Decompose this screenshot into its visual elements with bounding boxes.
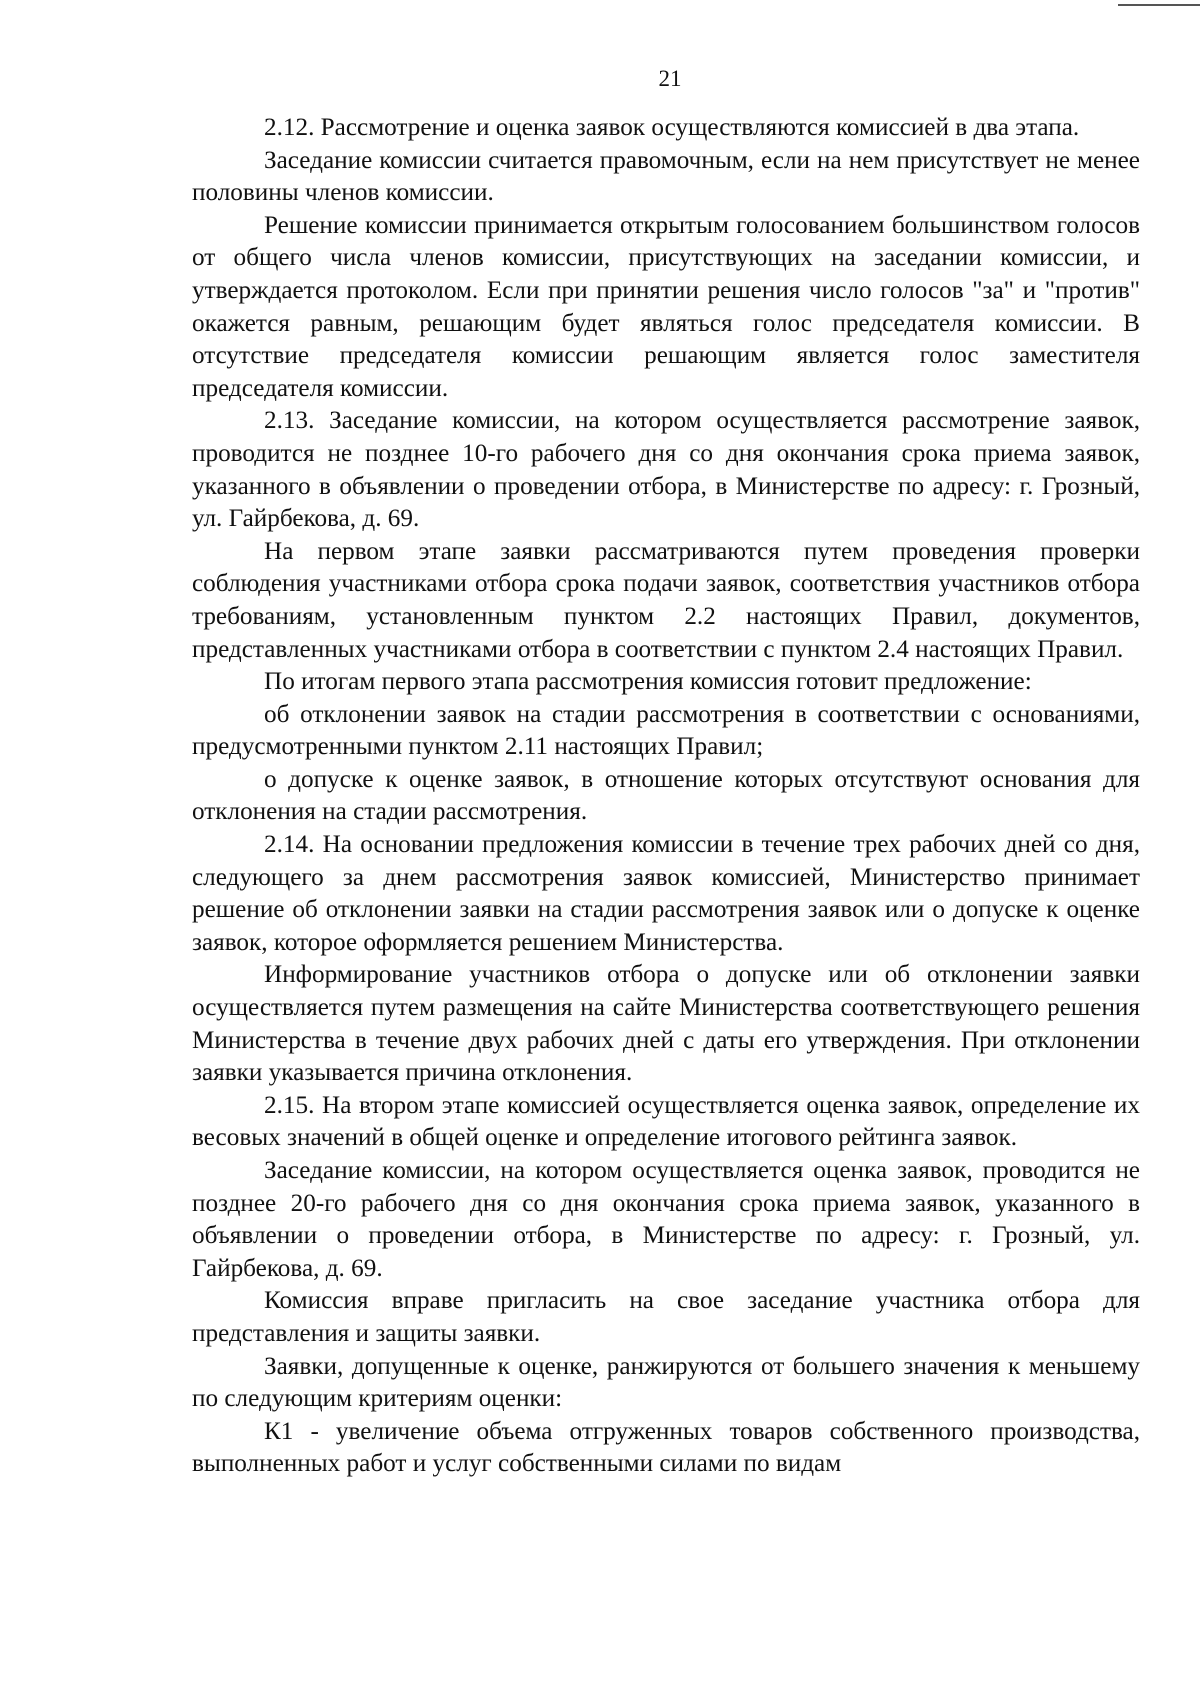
scan-edge-line xyxy=(1118,4,1200,6)
paragraph-voting: Решение комиссии принимается открытым голосованием большинством голосов от общего числа членов комиссии, присутствующих на заседании комиссии, и утверждается протоколом. Если при принятии решения число голосов "за" и "против" окажется равным, решающим будет являться голос председателя комиссии. В отсутствие председателя комиссии решающим является голос заместителя председателя комиссии. xyxy=(192,211,1140,402)
paragraph-invitation: Комиссия вправе пригласить на свое заседание участника отбора для представления и защиты заявки. xyxy=(192,1287,1140,1347)
paragraph-2-13: 2.13. Заседание комиссии, на котором осуществляется рассмотрение заявок, проводится не позднее 10-го рабочего дня со дня окончания срока приема заявок, указанного в объявлении о проведении отбора, в Министерстве по адресу: г. Грозный, ул. Гайрбекова, д. 69. xyxy=(192,407,1140,533)
page-number: 21 xyxy=(658,66,682,91)
paragraph-first-stage-results: По итогам первого этапа рассмотрения комиссия готовит предложение: xyxy=(264,668,1032,696)
paragraph-quorum: Заседание комиссии считается правомочным, если на нем присутствует не менее половины членов комиссии. xyxy=(192,146,1140,207)
paragraph-informing: Информирование участников отбора о допуске или об отклонении заявки осуществляется путем размещения на сайте Министерства соответствующего решения Министерства в течение двух рабочих дней с даты его утверждения. При отклонении заявки указывается причина отклонения. xyxy=(192,961,1140,1087)
paragraph-rejection-item: об отклонении заявок на стадии рассмотрения в соответствии с основаниями, предусмотренными пунктом 2.11 настоящих Правил; xyxy=(192,700,1140,761)
paragraph-first-stage: На первом этапе заявки рассматриваются путем проведения проверки соблюдения участниками отбора срока подачи заявок, соответствия участников отбора требованиям, установленным пунктом 2.2 настоящих Правил, документов, представленных участниками отбора в соответствии с пунктом 2.4 настоящих Правил. xyxy=(192,537,1140,663)
paragraph-ranking: Заявки, допущенные к оценке, ранжируются от большего значения к меньшему по следующим критериям оценки: xyxy=(192,1352,1140,1413)
paragraph-admission-item: о допуске к оценке заявок, в отношение которых отсутствуют основания для отклонения на стадии рассмотрения. xyxy=(192,765,1140,826)
paragraph-criterion-k1: К1 - увеличение объема отгруженных товаров собственного производства, выполненных работ и услуг собственными силами по видам xyxy=(192,1417,1140,1478)
paragraph-evaluation-meeting: Заседание комиссии, на котором осуществляется оценка заявок, проводится не позднее 20-го рабочего дня со дня окончания срока приема заявок, указанного в объявлении о проведении отбора, в Министерстве по адресу: г. Грозный, ул. Гайрбекова, д. 69. xyxy=(192,1157,1140,1282)
paragraph-2-14: 2.14. На основании предложения комиссии в течение трех рабочих дней со дня, следующего за днем рассмотрения заявок комиссией, Министерство принимает решение об отклонении заявки на стадии рассмотрения заявок или о допуске к оценке заявок, которое оформляется решением Министерства. xyxy=(192,831,1140,956)
document-body xyxy=(192,112,1140,1481)
paragraph-2-12: 2.12. Рассмотрение и оценка заявок осуществляются комиссией в два этапа. xyxy=(264,114,1080,141)
paragraph-2-15: 2.15. На втором этапе комиссией осуществляется оценка заявок, определение их весовых значений в общей оценке и определение итогового рейтинга заявок. xyxy=(192,1091,1140,1152)
